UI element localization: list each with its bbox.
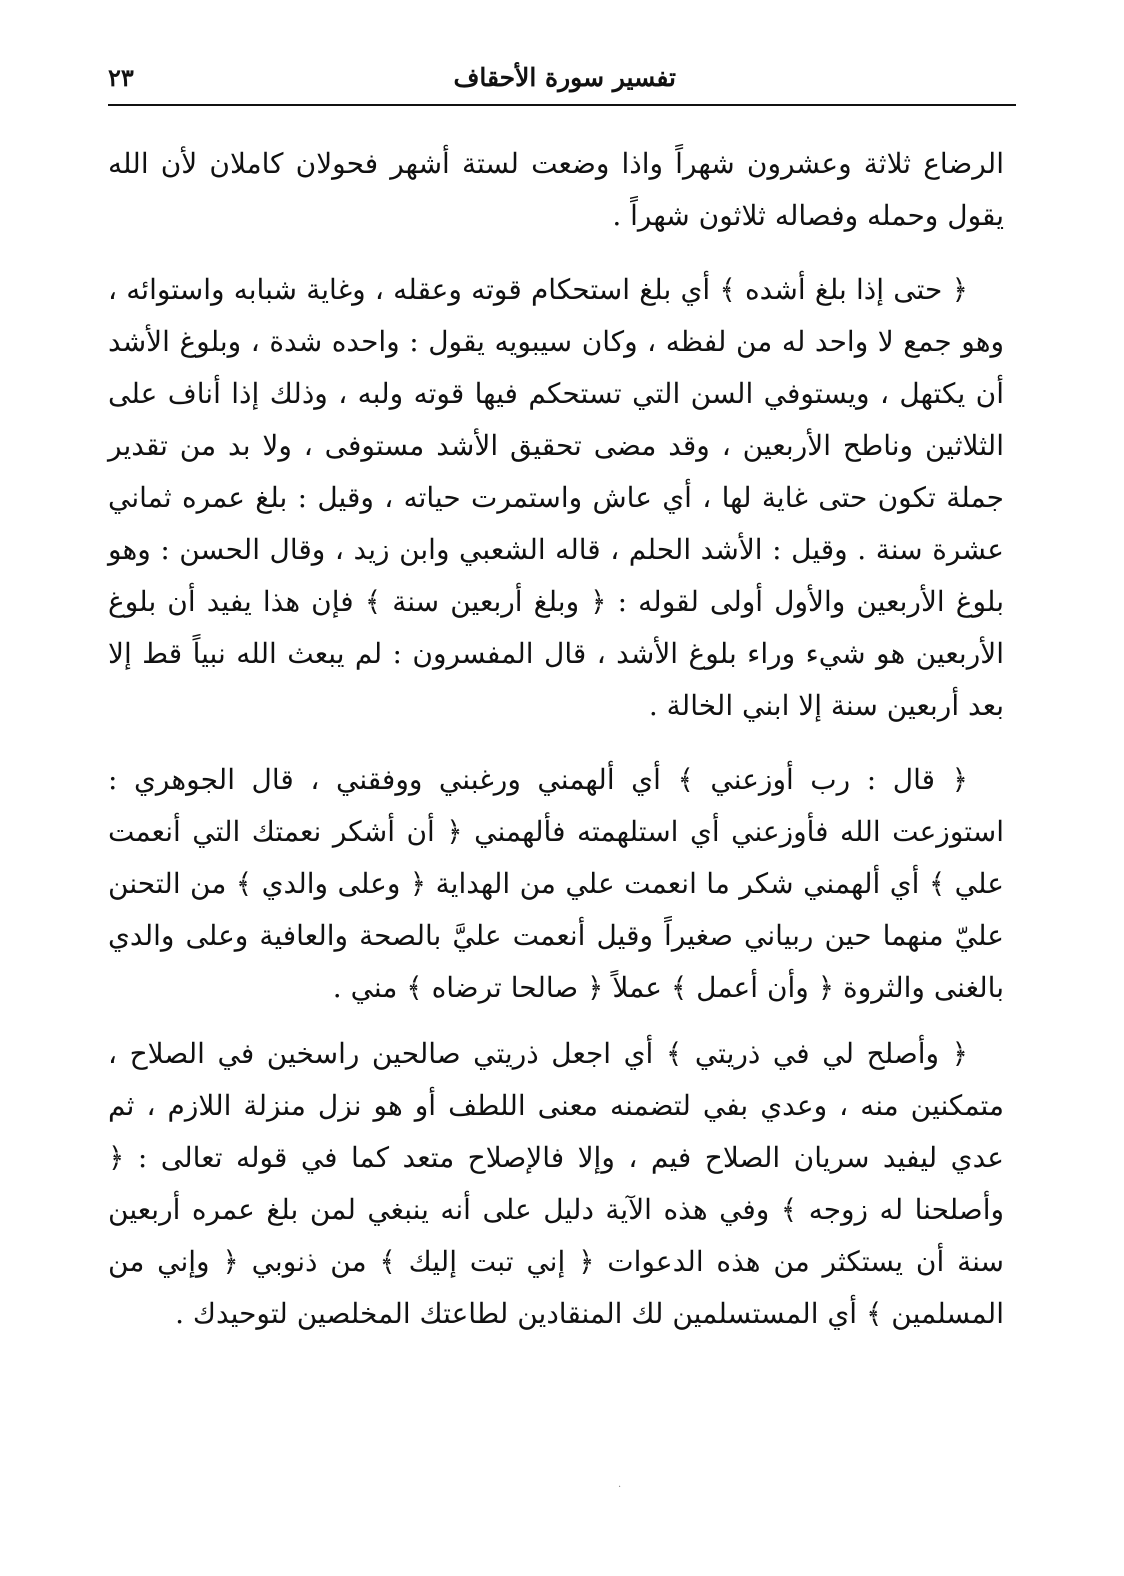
page-body	[108, 138, 1004, 1340]
running-header	[108, 58, 1016, 102]
paragraph-2: ﴿ حتى إذا بلغ أشده ﴾ أي بلغ استحكام قوته وعقله ، وغاية شبابه واستوائه ، وهو جمع لا واحد له من لفظه ، وكان سيبويه يقول : واحده شدة ، وبلوغ الأشد أن يكتهل ، ويستوفي السن التي تستحكم فيها قوته ولبه ، وذلك إذا أناف على الثلاثين وناطح الأربعين ، وقد مضى تحقيق الأشد مستوفى ، ولا بد من تقدير جملة تكون حتى غاية لها ، أي عاش واستمرت حياته ، وقيل : بلغ عمره ثماني عشرة سنة . وقيل : الأشد الحلم ، قاله الشعبي وابن زيد ، وقال الحسن : وهو بلوغ الأربعين والأول أولى لقوله : ﴿ وبلغ أربعين سنة ﴾ فإن هذا يفيد أن بلوغ الأربعين هو شيء وراء بلوغ الأشد ، قال المفسرون : لم يبعث الله نبياً قط إلا بعد أربعين سنة إلا ابني الخالة .	[108, 273, 1004, 722]
header-rule	[108, 104, 1016, 106]
page-number: ٢٣	[108, 63, 134, 92]
paragraph-1: الرضاع ثلاثة وعشرون شهراً واذا وضعت لستة أشهر فحولان كاملان لأن الله يقول وحمله وفصاله ثلاثون شهراً .	[108, 147, 1004, 232]
paragraph-3: ﴿ قال : رب أوزعني ﴾ أي ألهمني ورغبني ووفقني ، قال الجوهري : استوزعت الله فأوزعني أي استلهمته فألهمني ﴿ أن أشكر نعمتك التي أنعمت علي ﴾ أي ألهمني شكر ما انعمت علي من الهداية ﴿ وعلى والدي ﴾ من التحنن عليّ منهما حين ربياني صغيراً وقيل أنعمت عليَّ بالصحة والعافية وعلى والدي بالغنى والثروة ﴿ وأن أعمل ﴾ عملاً ﴿ صالحا ترضاه ﴾ مني .	[108, 763, 1004, 1004]
paragraph-4: ﴿ وأصلح لي في ذريتي ﴾ أي اجعل ذريتي صالحين راسخين في الصلاح ، متمكنين منه ، وعدي بفي لتضمنه معنى اللطف أو هو نزل منزلة اللازم ، ثم عدي ليفيد سريان الصلاح فيم ، وإلا فالإصلاح متعد كما في قوله تعالى : ﴿ وأصلحنا له زوجه ﴾ وفي هذه الآية دليل على أنه ينبغي لمن بلغ عمره أربعين سنة أن يستكثر من هذه الدعوات ﴿ إني تبت إليك ﴾ من ذنوبي ﴿ وإني من المسلمين ﴾ أي المستسلمين لك المنقادين لطاعتك المخلصين لتوحيدك .	[108, 1037, 1004, 1330]
running-header-title: تفسير سورة الأحقاف	[453, 63, 676, 92]
scan-speck: ·	[618, 1482, 622, 1493]
